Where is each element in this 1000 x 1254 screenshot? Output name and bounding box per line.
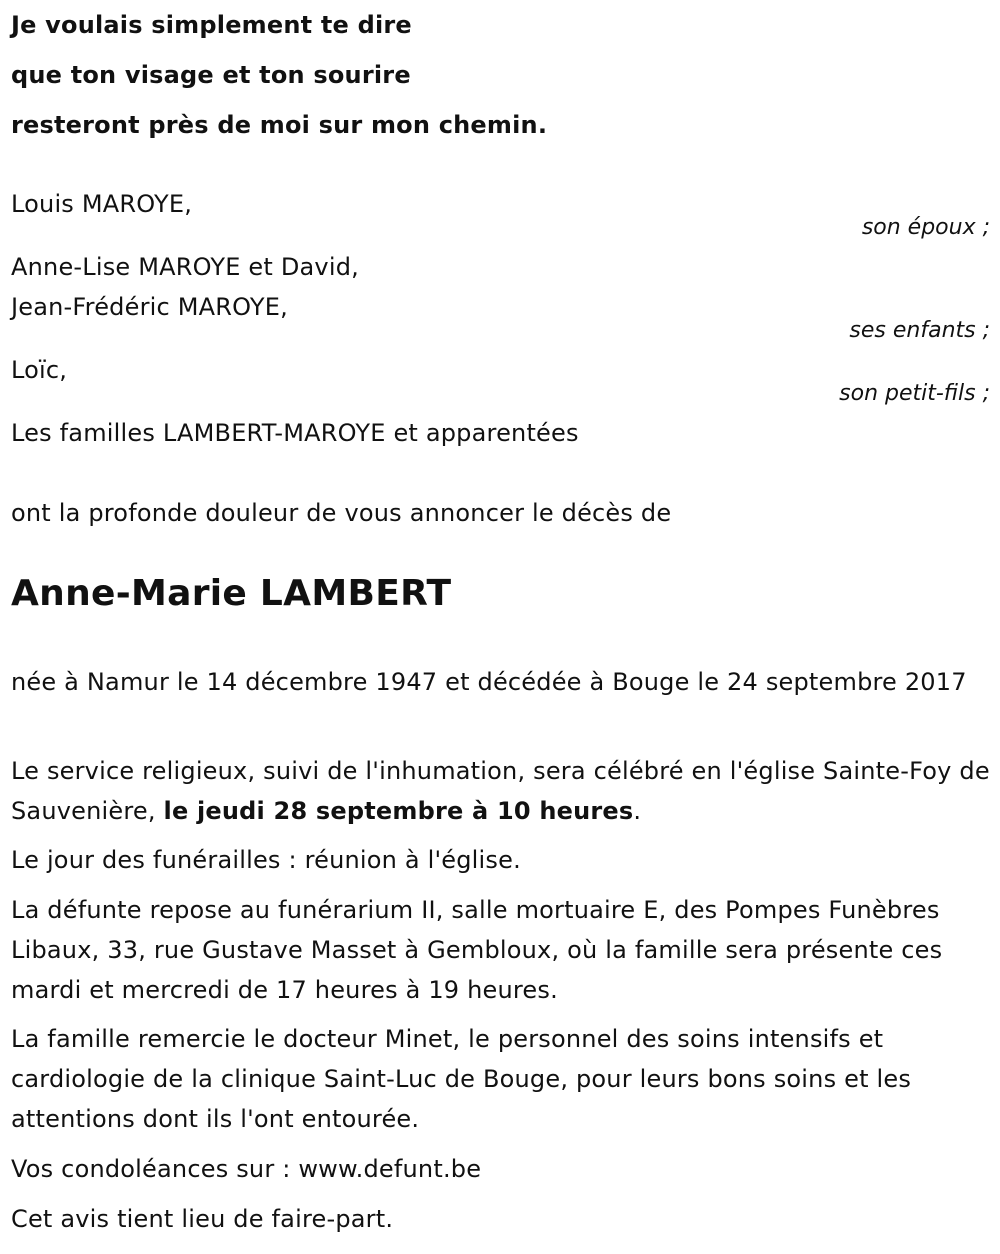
- condolences-text: Vos condoléances sur : www.defunt.be: [11, 1155, 482, 1183]
- funeral-day-info: Le jour des funérailles : réunion à l'église.: [11, 846, 521, 874]
- deceased-name: Anne-Marie LAMBERT: [11, 573, 452, 614]
- service-date: le jeudi 28 septembre à 10 heures: [163, 797, 634, 825]
- rest-place-info: La défunte repose au funérarium II, salle mortuaire E, des Pompes Funèbres Libaux, 33, rue Gustave Masset à Gembloux, où la famille sera présente ces mardi et mercredi de 17 heures à 19 heures.: [11, 896, 943, 1004]
- service-text: Le service religieux, suivi de l'inhumation, sera célébré en l'église Sainte-Foy de Sauvenière,: [11, 757, 990, 825]
- poem-line-1: Je voulais simplement te dire: [11, 11, 412, 39]
- announcement-text: ont la profonde douleur de vous annoncer le décès de: [11, 499, 672, 527]
- child-name-2: Jean-Frédéric MAROYE,: [11, 293, 288, 321]
- birth-death-dates: née à Namur le 14 décembre 1947 et décédée à Bouge le 24 septembre 2017: [11, 668, 967, 696]
- service-info: [11, 751, 991, 831]
- poem-line-2: que ton visage et ton sourire: [11, 61, 411, 89]
- spouse-name: Louis MAROYE,: [11, 190, 193, 218]
- service-end: .: [633, 797, 642, 825]
- spouse-role: son époux ;: [861, 215, 990, 240]
- poem-line-3: resteront près de moi sur mon chemin.: [11, 111, 548, 139]
- child-name-1: Anne-Lise MAROYE et David,: [11, 253, 359, 281]
- grandchild-name: Loïc,: [11, 356, 68, 384]
- thanks-text: La famille remercie le docteur Minet, le personnel des soins intensifs et cardiologie de la clinique Saint-Luc de Bouge, pour leurs bons soins et les attentions dont ils l'ont entourée.: [11, 1025, 912, 1133]
- children-role: ses enfants ;: [849, 318, 990, 343]
- families-line: Les familles LAMBERT-MAROYE et apparentées: [11, 419, 579, 447]
- notice-text: Cet avis tient lieu de faire-part.: [11, 1205, 394, 1233]
- grandchild-role: son petit-fils ;: [839, 381, 990, 406]
